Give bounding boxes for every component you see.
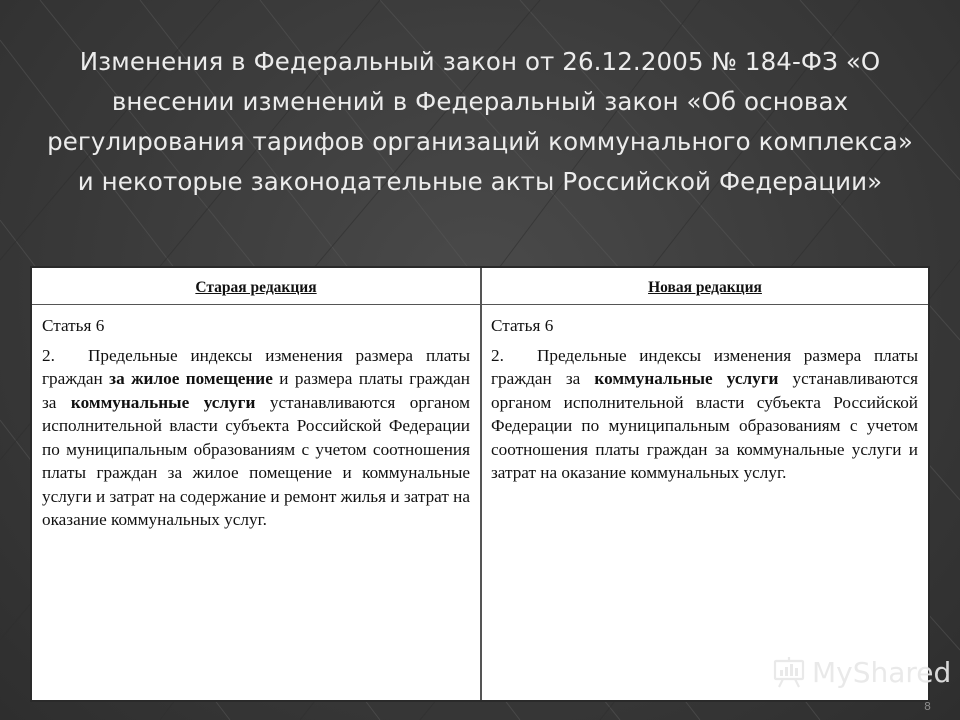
old-text-part3: устанавливаются органом исполнительной власти субъекта Российской Федерации по муниципальным образованиям с учетом соотношения платы граждан за жилое помещение и коммунальные услуги и затрат на содержание и ремонт жилья и затрат на оказание коммунальных услуг.	[42, 392, 470, 529]
old-article-text	[42, 344, 470, 532]
old-text-bold1: за жилое помещение	[109, 369, 273, 388]
old-paragraph-number: 2.	[42, 345, 55, 365]
header-old-edition: Старая редакция	[195, 279, 317, 296]
watermark-text: MyShared	[812, 655, 952, 689]
old-edition-cell	[42, 314, 470, 532]
slide-title: Изменения в Федеральный закон от 26.12.2005 № 184-ФЗ «О внесении изменений в Федеральный закон «Об основах регулирования тарифов организаций коммунального комплекса» и некоторые законодательные акты Российской Федерации»	[47, 47, 913, 196]
new-text-part1: Предельные индексы изменения размера платы граждан за	[491, 345, 918, 388]
old-text-part2: и размера платы граждан за	[42, 369, 471, 412]
header-new-edition: Новая редакция	[648, 279, 762, 296]
slide-number: 8	[924, 700, 931, 713]
old-text-bold2: коммунальные услуги	[70, 392, 256, 412]
new-text-bold1: коммунальные услуги	[594, 369, 779, 388]
presentation-board-icon	[772, 655, 806, 689]
new-article-text	[491, 344, 918, 485]
column-divider	[480, 268, 482, 700]
old-text-part1: Предельные индексы изменения размера платы граждан	[42, 345, 470, 388]
new-edition-cell	[491, 314, 918, 485]
old-article-title: Статья 6	[42, 316, 105, 335]
new-text-part2: устанавливаются органом исполнительной власти субъекта Российской Федерации по муниципальным образованиям с учетом соотношения платы граждан за коммунальные услуги и затрат на оказание коммунальных услуг.	[491, 369, 919, 482]
new-paragraph-number: 2.	[491, 345, 504, 365]
new-article-title: Статья 6	[491, 316, 554, 335]
watermark	[772, 654, 951, 690]
comparison-table	[30, 266, 930, 702]
